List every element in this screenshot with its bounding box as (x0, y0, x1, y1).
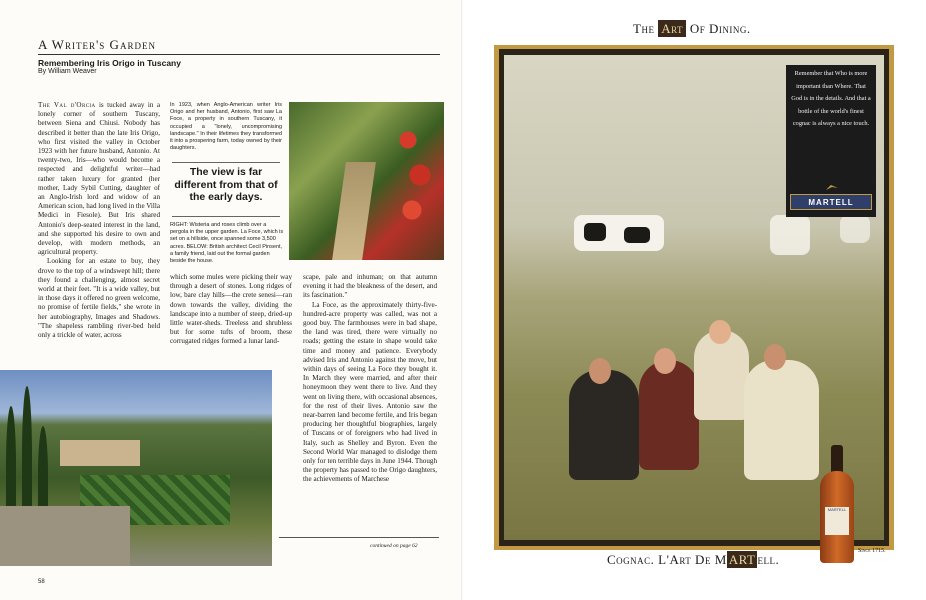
man-cricket-sweater (744, 360, 819, 480)
pull-quote: The view is far different from that of the early days. (174, 166, 278, 203)
ad-quote-text: Remember that Who is more important than Where. That God is in the details. And that a bottle of the world's finest cognac is always a nice touch. (791, 70, 871, 127)
pullquote-rule-bottom (172, 216, 280, 217)
col2-paragraph: which some mules were picking their way through a desert of stones. Long ridges of low, bare clay hills—the crete senesi—ran down towards the valley, dividing the landscape into a number of steep, dried-up little water-sheds. Treeless and shrubless but for some tufts of broom, these corrugated ridges formed a lunar land- (170, 273, 292, 346)
villa-garden-photo (0, 370, 272, 566)
head (654, 348, 676, 374)
col1-p1-text: is tucked away in a lonely corner of southern Tuscany, between Siena and Chiusi. Nobody has described it better than the late Iris Origo, who first visited the valley in October 1923 with her future husband, Antonio. At twenty-two, Iris—who would become a respected and delightful writer—had rather taken luxury for granted (her mother, Lady Sybil Cutting, daughter of an Anglo-Irish lord and widow of an American scion, had long lived in the Villa Medici in Fiesole). But Iris shared Antonio's deep-seated interest in the land, and she supported his desire to own and develop, with modern methods, an agricultural property. (38, 101, 161, 257)
villa-building (60, 440, 140, 466)
page-number: 58 (38, 579, 45, 585)
bottle-neck (831, 445, 843, 473)
since-text: Since 1715. (858, 548, 886, 554)
tagline-pre: Cognac. L'Art De M (607, 552, 727, 567)
article-title: Remembering Iris Origo in Tuscany (38, 58, 181, 68)
cow (840, 215, 870, 243)
man-dark-jacket (569, 370, 639, 480)
photo-caption: RIGHT: Wisteria and roses climb over a pergola in the upper garden. La Foce, which is set on a hillside, once spanned some 3,500 acres. BELOW: British architect Cecil Pinsent, a family friend, laid out the formal garden beside the house. (170, 222, 284, 265)
header-rule (38, 54, 440, 55)
col1-paragraph-2: Looking for an estate to buy, they drove to the top of a windswept hill; there they found a challenging, almost secret world at their feet. "It is a wide valley, but in those days it offered no green welcome, no promise of fertile fields," she wrote in her autobiography, Images and Shadows. "The shapeless rambling river-bed held only a trickle of water, across (38, 257, 160, 340)
col3-paragraph-1: scape, pale and inhuman; on that autumn evening it had the bleakness of the desert, and its fascination." (303, 273, 437, 300)
column-1 (38, 101, 160, 340)
ad-headline-pre: The (633, 21, 659, 36)
martell-logo: MARTELL (790, 194, 872, 210)
cypress-tree (22, 386, 32, 526)
head (709, 320, 731, 344)
col1-paragraph-1 (38, 101, 160, 257)
cow-spot (584, 223, 606, 241)
ad-headline-art: Art (658, 20, 686, 37)
garden-path (332, 162, 376, 260)
cow (574, 215, 664, 251)
tagline-post: ell. (757, 552, 780, 567)
roses (396, 112, 436, 252)
woman-red-hair (639, 360, 699, 470)
deck-text: In 1923, when Anglo-American writer Iris Origo and her husband, Antonio, first saw La Foce, a property in southern Tuscany, it occupied a "lonely, uncompromising landscape." In their lifetimes they transformed it into a prospering farm, today owned by their daughters. (170, 102, 282, 152)
ad-tagline (607, 552, 779, 568)
col3-paragraph-2: La Foce, as the approximately thirty-five-hundred-acre property was called, was not a good buy. The farmhouses were in bad shape, the land was tired, there were virtually no roads; getting the estate in shape would take time and money and patience. Everybody advised Iris and Antonio against the move, but within days of seeing La Foce they bought it. In March they were married, and after their honeymoon they went there to live. And they went on living there, with occasional absences, for the rest of their lives. Antonio saw the near-barren land become fertile, and Iris began producing her thoughtful biographies, largely of Tuscans or of foreigners who had lived in Italy, such as Shelley and Byron. Even the Second World War managed to dislodge them only for ten terrible days in June 1944. Though the property has passed to the Origo daughters, the achievements of Marchese (303, 300, 437, 484)
ad-headline (633, 21, 751, 37)
column-3 (303, 273, 437, 485)
picnic-group (549, 300, 839, 490)
continued-note: continued on page 62 (370, 543, 418, 549)
head (764, 344, 786, 370)
garden-pergola-photo (289, 102, 444, 260)
ad-headline-post: Of Dining. (686, 21, 751, 36)
tagline-art: ART (728, 552, 756, 567)
byline: By William Weaver (38, 68, 97, 75)
bottom-rule (279, 537, 439, 538)
cow (770, 215, 810, 255)
column-2 (170, 273, 292, 347)
head (589, 358, 611, 384)
cognac-bottle (818, 445, 856, 563)
bottle-label: MARTELL (825, 507, 849, 535)
lead-in: The Val d'Orcia (38, 101, 96, 109)
section-title: A Writer's Garden (38, 37, 156, 52)
stone-terrace (0, 506, 130, 566)
cow-spot (624, 227, 650, 243)
pullquote-rule-top (172, 162, 280, 163)
